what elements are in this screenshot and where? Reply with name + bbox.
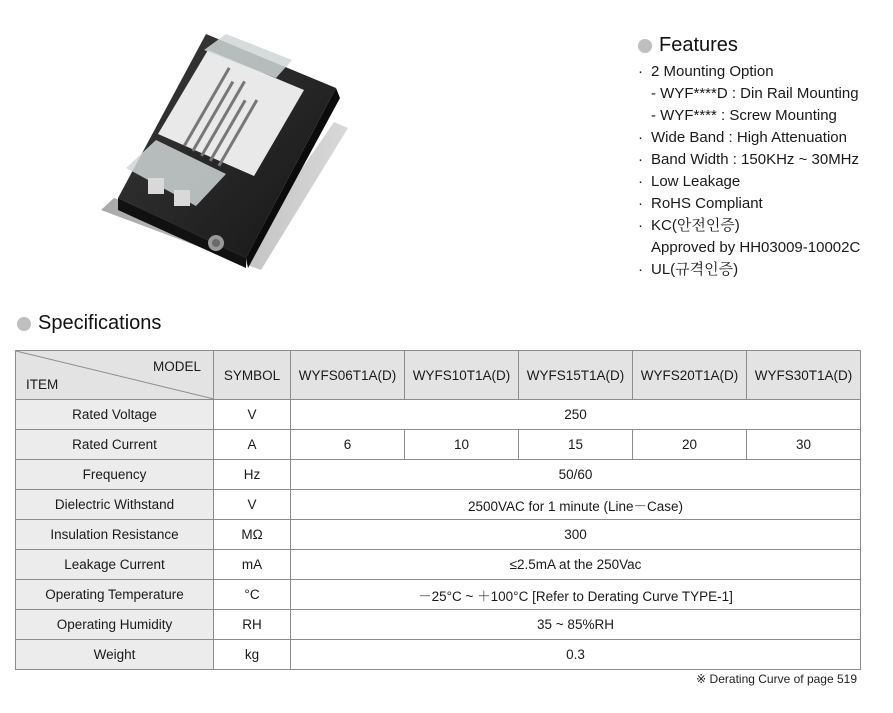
feature-item: Approved by HH03009-10002C bbox=[651, 239, 861, 256]
item-cell: Rated Current bbox=[16, 430, 214, 460]
corner-header-cell bbox=[16, 351, 214, 400]
features-section bbox=[638, 34, 888, 281]
value-cell: 20 bbox=[633, 430, 747, 460]
value-cell: 2500VAC for 1 minute (Line－Case) bbox=[291, 490, 861, 520]
item-cell: Rated Voltage bbox=[16, 400, 214, 430]
feature-item: · KC(안전인증) bbox=[638, 217, 740, 234]
specifications-heading: Specifications bbox=[38, 312, 162, 334]
item-cell: Frequency bbox=[16, 460, 214, 490]
specifications-section-title bbox=[17, 312, 161, 335]
features-heading: Features bbox=[638, 34, 888, 57]
item-cell: Insulation Resistance bbox=[16, 520, 214, 550]
value-cell: 10 bbox=[405, 430, 519, 460]
symbol-cell: °C bbox=[214, 580, 291, 610]
table-row bbox=[16, 610, 861, 640]
value-cell: 0.3 bbox=[291, 640, 861, 670]
table-row bbox=[16, 460, 861, 490]
value-cell: 250 bbox=[291, 400, 861, 430]
model-header: WYFS20T1A(D) bbox=[633, 351, 747, 400]
table-row bbox=[16, 550, 861, 580]
model-header: WYFS10T1A(D) bbox=[405, 351, 519, 400]
symbol-cell: RH bbox=[214, 610, 291, 640]
feature-item: · Wide Band : High Attenuation bbox=[638, 129, 847, 146]
feature-item: · 2 Mounting Option bbox=[638, 63, 774, 80]
footnote: ※ Derating Curve of page 519 bbox=[696, 672, 857, 686]
feature-item: · Band Width : 150KHz ~ 30MHz bbox=[638, 151, 860, 168]
table-header-row bbox=[16, 351, 861, 400]
bullet-dot-icon bbox=[638, 39, 652, 53]
table-row bbox=[16, 400, 861, 430]
model-header: WYFS15T1A(D) bbox=[519, 351, 633, 400]
item-cell: Operating Humidity bbox=[16, 610, 214, 640]
symbol-cell: kg bbox=[214, 640, 291, 670]
table-row bbox=[16, 640, 861, 670]
table-row bbox=[16, 580, 861, 610]
bullet-dot-icon bbox=[17, 317, 31, 331]
model-header-label: MODEL bbox=[152, 359, 201, 374]
symbol-cell: V bbox=[214, 490, 291, 520]
value-cell: 30 bbox=[747, 430, 861, 460]
symbol-cell: A bbox=[214, 430, 291, 460]
features-list bbox=[638, 61, 888, 281]
specifications-table bbox=[15, 350, 861, 670]
symbol-cell: mA bbox=[214, 550, 291, 580]
item-cell: Leakage Current bbox=[16, 550, 214, 580]
item-cell: Weight bbox=[16, 640, 214, 670]
item-cell: Dielectric Withstand bbox=[16, 490, 214, 520]
value-cell: －25°C ~ ＋100°C [Refer to Derating Curve TYPE-1] bbox=[291, 580, 861, 610]
value-cell: 35 ~ 85%RH bbox=[291, 610, 861, 640]
value-cell: 50/60 bbox=[291, 460, 861, 490]
item-header-label: ITEM bbox=[26, 377, 59, 392]
table-row bbox=[16, 430, 861, 460]
symbol-cell: MΩ bbox=[214, 520, 291, 550]
feature-item: · UL(규격인증) bbox=[638, 261, 739, 278]
item-cell: Operating Temperature bbox=[16, 580, 214, 610]
value-cell: 15 bbox=[519, 430, 633, 460]
value-cell: 300 bbox=[291, 520, 861, 550]
symbol-header: SYMBOL bbox=[214, 351, 291, 400]
model-header: WYFS06T1A(D) bbox=[291, 351, 405, 400]
table-row bbox=[16, 490, 861, 520]
model-header: WYFS30T1A(D) bbox=[747, 351, 861, 400]
value-cell: ≤2.5mA at the 250Vac bbox=[291, 550, 861, 580]
symbol-cell: V bbox=[214, 400, 291, 430]
symbol-cell: Hz bbox=[214, 460, 291, 490]
feature-item: - WYF****D : Din Rail Mounting bbox=[651, 85, 859, 102]
feature-item: - WYF**** : Screw Mounting bbox=[651, 107, 837, 124]
product-image bbox=[96, 28, 356, 278]
table-row bbox=[16, 520, 861, 550]
feature-item: · Low Leakage bbox=[638, 173, 741, 190]
feature-item: · RoHS Compliant bbox=[638, 195, 763, 212]
value-cell: 6 bbox=[291, 430, 405, 460]
